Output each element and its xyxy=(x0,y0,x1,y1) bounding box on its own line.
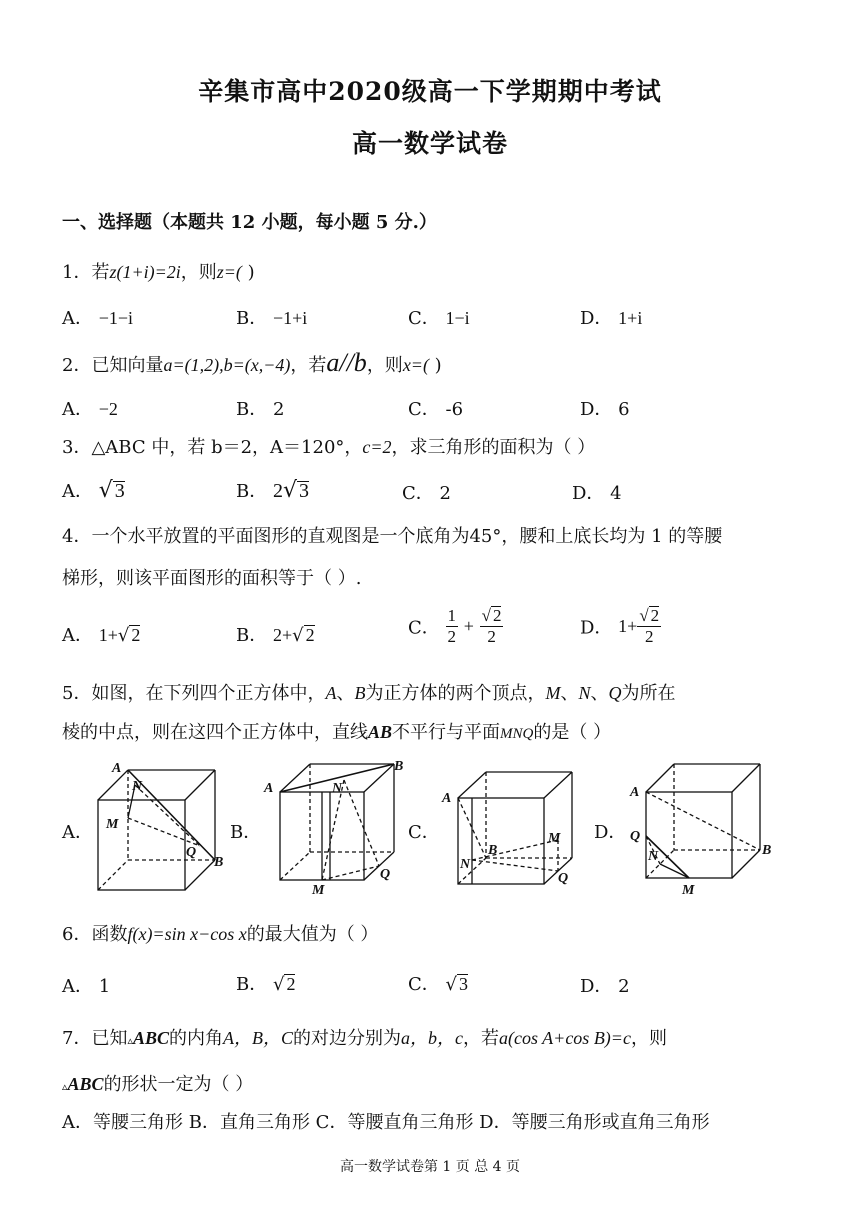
question-2-stem: 2．已知向量a=(1,2),b=(x,−4)，若a//b，则x=( ) xyxy=(62,348,442,377)
q4-option-c: C． $\frac{1}{2}$ + $\frac{√ 2}{2}$ xyxy=(408,606,502,646)
cube-b-vertex-b: B xyxy=(394,759,404,774)
q4-option-d: D． 1+ $\frac{√ 2}{2}$ xyxy=(580,606,660,646)
page-footer: 高一数学试卷第 1 页 总 4 页 xyxy=(339,1159,521,1175)
q2-parallel: a//b xyxy=(326,348,367,377)
question-1-stem xyxy=(62,258,255,284)
question-7-options: A．等腰三角形 B．直角三角形 C．等腰直角三角形 D．等腰三角形或直角三角形 xyxy=(62,1112,710,1133)
exam-title: 辛集市高中2020级高一下学期期中考试 xyxy=(198,77,662,106)
fig-label-a: A． xyxy=(62,822,93,843)
cube-c-point-n: N xyxy=(460,857,471,872)
cube-figure-b xyxy=(262,756,412,898)
q1-option-a: A． −1−i xyxy=(62,308,134,329)
q3-option-b: B． 2√ 3 xyxy=(236,478,309,503)
q3-option-c: C． 2 xyxy=(402,483,451,504)
cube-c-point-m: M xyxy=(548,831,561,846)
cube-d-vertex-b: B xyxy=(762,843,772,858)
q6-option-a: A． 1 xyxy=(62,976,111,997)
question-6-stem: 6．函数f(x)=sin x−cos x的最大值为（ ） xyxy=(62,924,379,945)
cube-a-vertex-a: A xyxy=(112,761,122,776)
cube-c-vertex-a: A xyxy=(442,791,452,806)
cube-b-point-q: Q xyxy=(380,867,391,882)
q1-prefix: 1．若 xyxy=(62,262,110,283)
question-3-stem: 3．△ABC 中，若 b＝2，A＝120°，c=2，求三角形的面积为（ ） xyxy=(62,437,596,458)
cube-d-point-n: N xyxy=(648,849,659,864)
q2-option-c: C． -6 xyxy=(408,399,464,420)
cube-a-point-m: M xyxy=(106,817,119,832)
cube-c-point-q: Q xyxy=(558,871,569,886)
q1-mid: ，则 xyxy=(180,262,217,283)
question-4-line1: 4．一个水平放置的平面图形的直观图是一个底角为45°，腰和上底长均为 1 的等腰 xyxy=(62,526,723,547)
section-heading: 一、选择题（本题共 12 小题，每小题 5 分.） xyxy=(62,212,437,233)
q3-option-d: D． 4 xyxy=(572,483,622,504)
q1-math: z(1+i)=2i xyxy=(109,262,181,282)
question-5-line2: 棱的中点，则在这四个正方体中，直线AB不平行与平面MNQ的是（ ） xyxy=(62,722,612,743)
q4-option-b: B． 2+√ 2 xyxy=(236,625,315,646)
fig-label-d: D． xyxy=(594,822,627,843)
q1-option-b: B． −1+i xyxy=(236,308,308,329)
cube-c-vertex-b: B xyxy=(488,843,498,858)
q2-option-d: D． 6 xyxy=(580,399,630,420)
cube-b-point-m: M xyxy=(312,883,325,898)
cube-a-point-q: Q xyxy=(186,845,197,860)
q4c-fraction-2: $\frac{√ 2}{2}$ xyxy=(481,606,502,646)
q6-function: f(x)=sin x−cos x xyxy=(127,924,247,944)
cube-a-vertex-b: B xyxy=(214,855,224,870)
question-5-line1: 5．如图，在下列四个正方体中，A、B为正方体的两个顶点，M、N、Q为所在 xyxy=(62,683,676,704)
q6-option-d: D． 2 xyxy=(580,976,630,997)
cube-d-point-q: Q xyxy=(630,829,641,844)
cube-b-point-n: N xyxy=(332,781,343,796)
q1-suffix: ) xyxy=(241,262,255,283)
question-7-line1: 7．已知▵ABC的内角A，B，C的对边分别为a，b，c，若a(cos A+cos B)=c，则 xyxy=(62,1028,667,1049)
q3-option-a: A． √ 3 xyxy=(62,478,125,503)
q2-option-b: B． 2 xyxy=(236,399,285,420)
q1-option-d: D． 1+i xyxy=(580,308,643,329)
q2-option-a: A． −2 xyxy=(62,399,118,420)
fig-label-c: C． xyxy=(408,822,440,843)
cube-figure-d xyxy=(624,756,774,898)
cube-figure-a xyxy=(90,758,240,898)
q4d-fraction: $\frac{√ 2}{2}$ xyxy=(639,606,660,646)
question-4-line2: 梯形，则该平面图形的面积等于（ ）. xyxy=(62,568,362,589)
q2-vectors: a=(1,2),b=(x,−4) xyxy=(163,355,291,375)
question-7-line2: ▵ABC的形状一定为（ ） xyxy=(62,1074,254,1095)
fig-label-b: B． xyxy=(230,822,262,843)
q4-option-a: A． 1+√ 2 xyxy=(62,625,141,646)
q1-option-c: C． 1−i xyxy=(408,308,470,329)
cube-b-vertex-a: A xyxy=(264,781,274,796)
cube-figure-c xyxy=(438,764,588,894)
cube-a-point-n: N xyxy=(132,779,143,794)
q1-math2: z=( xyxy=(216,262,242,282)
q4c-fraction-1: $\frac{1}{2}$ xyxy=(447,606,457,646)
q6-option-c: C． √ 3 xyxy=(408,974,468,995)
cube-d-vertex-a: A xyxy=(630,785,640,800)
exam-subtitle: 高一数学试卷 xyxy=(351,129,508,158)
cube-d-point-m: M xyxy=(682,883,695,898)
q6-option-b: B． √ 2 xyxy=(236,974,296,995)
